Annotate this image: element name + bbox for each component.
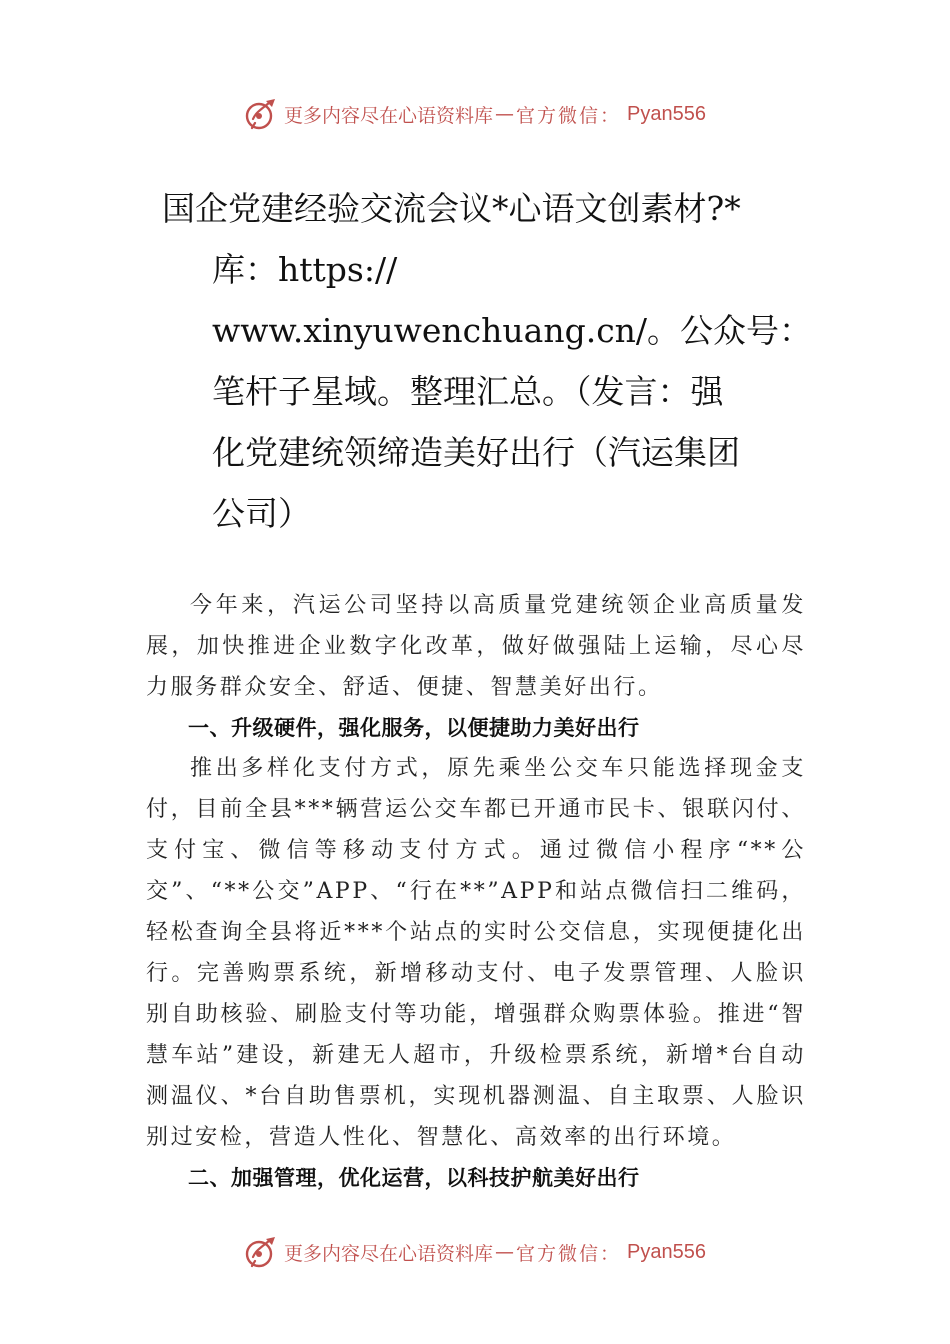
banner-slogan: 更多内容尽在心语资料库 [284, 104, 494, 127]
document-body [146, 585, 806, 1198]
footer-banner [0, 1232, 950, 1272]
banner-wechat-id: Pyan556 [627, 102, 706, 125]
banner-slogan: 更多内容尽在心语资料库 [284, 1242, 494, 1265]
title-line: www.xinyuwenchuang.cn/。公众号： [212, 311, 813, 350]
section-heading-1: 一、升级硬件，强化服务，以便捷助力美好出行 [188, 716, 640, 740]
banner-dash: — [495, 103, 515, 125]
pen-logo-icon [244, 96, 280, 132]
title-line: 公司） [212, 494, 311, 533]
title-line: 国企党建经验交流会议*心语文创素材?* [162, 189, 741, 228]
title-line: 化党建统领缔造美好出行（汽运集团 [212, 433, 740, 472]
header-banner [0, 94, 950, 134]
intro-paragraph: 今年来，汽运公司坚持以高质量党建统领企业高质量发展，加快推进企业数字化改革，做好做强陆上运输，尽心尽力服务群众安全、舒适、便捷、智慧美好出行。 [146, 593, 806, 700]
section-heading-2: 二、加强管理，优化运营，以科技护航美好出行 [188, 1166, 640, 1190]
pen-logo-icon [244, 1234, 280, 1270]
title-line: 库：https:// [212, 250, 398, 289]
banner-dash: — [495, 1241, 515, 1263]
banner-wechat-id: Pyan556 [627, 1240, 706, 1263]
banner-wechat-label: 官方微信： [516, 104, 622, 127]
section-1-paragraph: 推出多样化支付方式，原先乘坐公交车只能选择现金支付，目前全县***辆营运公交车都已开通市民卡、银联闪付、支付宝、微信等移动支付方式。通过微信小程序“**公交”、“**公交”APP、“行在**”APP和站点微信扫二维码，轻松查询全县将近***个站点的实时公交信息，实现便捷化出行。完善购票系统，新增移动支付、电子发票管理、人脸识别自助核验、刷脸支付等功能，增强群众购票体验。推进“智慧车站”建设，新建无人超市，升级检票系统，新增*台自动测温仪、*台自助售票机，实现机器测温、自主取票、人脸识别过安检，营造人性化、智慧化、高效率的出行环境。 [146, 756, 806, 1150]
title-line: 笔杆子星域。整理汇总。（发言：强 [212, 372, 724, 411]
document-title [0, 178, 950, 544]
banner-wechat-label: 官方微信： [516, 1242, 622, 1265]
